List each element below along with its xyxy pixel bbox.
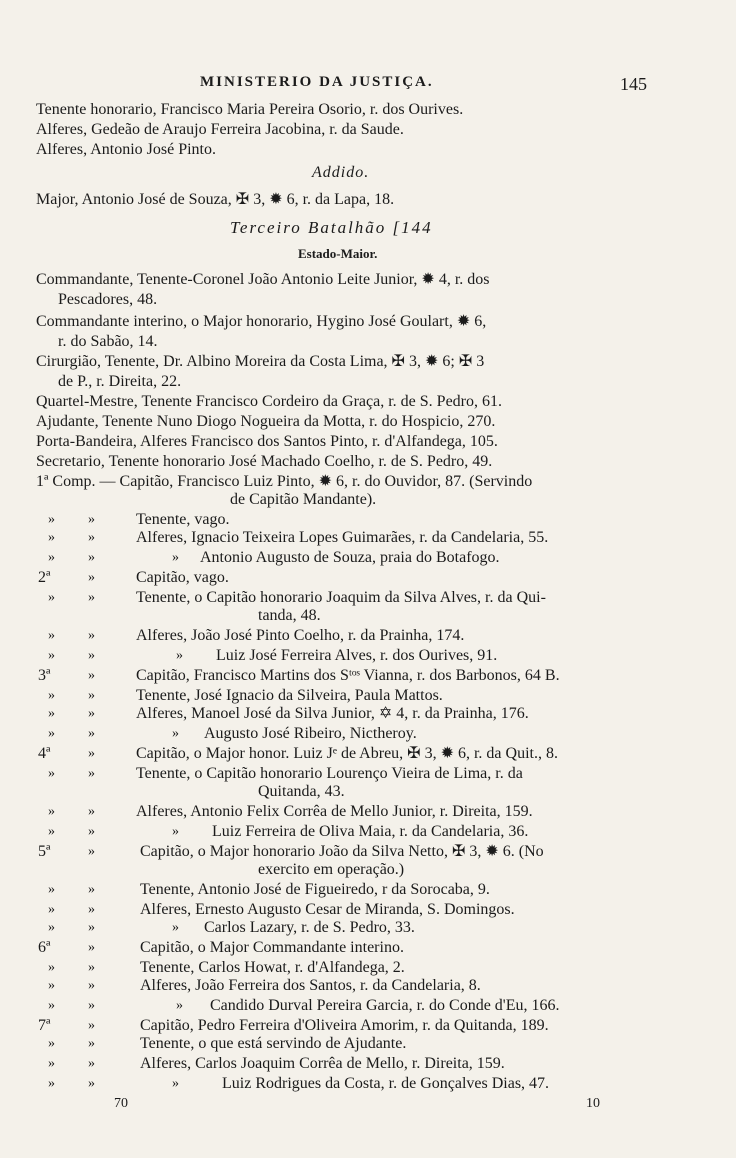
page-number: 145 bbox=[620, 74, 647, 94]
ditto-mark: » bbox=[48, 726, 55, 741]
section-heading-addido: Addido. bbox=[312, 164, 370, 181]
ditto-mark: » bbox=[172, 550, 179, 565]
entry-line: Capitão, o Major honorario João da Silva Netto, ✠ 3, ✹ 6. (No bbox=[140, 843, 544, 860]
entry-line: Capitão, o Major Commandante interino. bbox=[140, 939, 404, 956]
section-heading-battalion: Terceiro Batalhão [144 bbox=[230, 218, 433, 237]
ditto-mark: » bbox=[176, 648, 183, 663]
ditto-mark: » bbox=[88, 570, 95, 585]
entry-line: Tenente, o Capitão honorario Joaquim da Silva Alves, r. da Qui- bbox=[136, 589, 546, 606]
ditto-mark: » bbox=[88, 844, 95, 859]
ditto-mark: » bbox=[48, 804, 55, 819]
entry-line: Tenente, o que está servindo de Ajudante. bbox=[140, 1035, 407, 1052]
ditto-mark: » bbox=[48, 550, 55, 565]
ditto-mark: » bbox=[48, 882, 55, 897]
entry-line: 1ª Comp. — Capitão, Francisco Luiz Pinto, ✹ 6, r. do Ouvidor, 87. (Servindo bbox=[36, 473, 533, 490]
ditto-mark: » bbox=[88, 766, 95, 781]
company-number: 3ª bbox=[38, 667, 51, 684]
entry-line: Capitão, o Major honor. Luiz Jᵉ de Abreu, ✠ 3, ✹ 6, r. da Quit., 8. bbox=[136, 745, 558, 762]
ditto-mark: » bbox=[88, 902, 95, 917]
ditto-mark: » bbox=[88, 590, 95, 605]
footer-signature-right: 10 bbox=[586, 1096, 600, 1111]
ditto-mark: » bbox=[48, 648, 55, 663]
ditto-mark: » bbox=[48, 902, 55, 917]
ditto-mark: » bbox=[172, 920, 179, 935]
ditto-mark: » bbox=[88, 978, 95, 993]
ditto-mark: » bbox=[88, 920, 95, 935]
ditto-mark: » bbox=[172, 1076, 179, 1091]
entry-line: Alferes, Manoel José da Silva Junior, ✡ 4, r. da Prainha, 176. bbox=[136, 705, 529, 722]
entry-line: Major, Antonio José de Souza, ✠ 3, ✹ 6, r. da Lapa, 18. bbox=[36, 191, 395, 208]
entry-line: Tenente, Carlos Howat, r. d'Alfandega, 2. bbox=[140, 959, 405, 976]
entry-line-continuation: de P., r. Direita, 22. bbox=[58, 373, 182, 390]
company-number: 6ª bbox=[38, 939, 51, 956]
entry-line: Commandante interino, o Major honorario, Hygino José Goulart, ✹ 6, bbox=[36, 313, 487, 330]
ditto-mark: » bbox=[172, 824, 179, 839]
ditto-mark: » bbox=[48, 512, 55, 527]
entry-line-continuation: Pescadores, 48. bbox=[58, 291, 158, 308]
entry-line: Candido Durval Pereira Garcia, r. do Conde d'Eu, 166. bbox=[210, 997, 560, 1014]
entry-line-continuation: Quitanda, 43. bbox=[258, 783, 345, 800]
ditto-mark: » bbox=[48, 590, 55, 605]
ditto-mark: » bbox=[88, 628, 95, 643]
company-number: 5ª bbox=[38, 843, 51, 860]
ditto-mark: » bbox=[48, 1036, 55, 1051]
running-title: MINISTERIO DA JUSTIÇA. bbox=[200, 74, 434, 90]
entry-line-continuation: exercito em operação.) bbox=[258, 861, 405, 878]
ditto-mark: » bbox=[88, 824, 95, 839]
entry-line: Alferes, Ignacio Teixeira Lopes Guimarães, r. da Candelaria, 55. bbox=[136, 529, 549, 546]
ditto-mark: » bbox=[176, 998, 183, 1013]
company-number: 7ª bbox=[38, 1017, 51, 1034]
ditto-mark: » bbox=[88, 512, 95, 527]
entry-line: Alferes, João Ferreira dos Santos, r. da Candelaria, 8. bbox=[140, 977, 481, 994]
entry-line: Alferes, Ernesto Augusto Cesar de Miranda, S. Domingos. bbox=[140, 901, 515, 918]
ditto-mark: » bbox=[88, 706, 95, 721]
entry-line: Tenente honorario, Francisco Maria Pereira Osorio, r. dos Ourives. bbox=[36, 101, 464, 118]
company-number: 2ª bbox=[38, 569, 51, 586]
ditto-mark: » bbox=[48, 628, 55, 643]
ditto-mark: » bbox=[172, 726, 179, 741]
ditto-mark: » bbox=[48, 824, 55, 839]
entry-line: Secretario, Tenente honorario José Machado Coelho, r. de S. Pedro, 49. bbox=[36, 453, 493, 470]
ditto-mark: » bbox=[48, 920, 55, 935]
page-header bbox=[0, 74, 736, 96]
entry-line: Capitão, Pedro Ferreira d'Oliveira Amorim, r. da Quitanda, 189. bbox=[140, 1017, 549, 1034]
ditto-mark: » bbox=[48, 960, 55, 975]
entry-line-continuation: tanda, 48. bbox=[258, 607, 321, 624]
ditto-mark: » bbox=[48, 1076, 55, 1091]
entry-line: Tenente, José Ignacio da Silveira, Paula Mattos. bbox=[136, 687, 443, 704]
entry-line: Capitão, vago. bbox=[136, 569, 229, 586]
entry-line: Quartel-Mestre, Tenente Francisco Cordeiro da Graça, r. de S. Pedro, 61. bbox=[36, 393, 502, 410]
entry-line: Alferes, Antonio Felix Corrêa de Mello Junior, r. Direita, 159. bbox=[136, 803, 533, 820]
entry-line: Alferes, Antonio José Pinto. bbox=[36, 141, 216, 158]
entry-line: Ajudante, Tenente Nuno Diogo Nogueira da Motta, r. do Hospicio, 270. bbox=[36, 413, 496, 430]
ditto-mark: » bbox=[88, 882, 95, 897]
ditto-mark: » bbox=[88, 998, 95, 1013]
entry-line: Commandante, Tenente-Coronel João Antonio Leite Junior, ✹ 4, r. dos bbox=[36, 271, 490, 288]
ditto-mark: » bbox=[88, 726, 95, 741]
ditto-mark: » bbox=[88, 804, 95, 819]
entry-line: Augusto José Ribeiro, Nictheroy. bbox=[204, 725, 417, 742]
ditto-mark: » bbox=[88, 530, 95, 545]
ditto-mark: » bbox=[48, 706, 55, 721]
ditto-mark: » bbox=[48, 978, 55, 993]
ditto-mark: » bbox=[88, 746, 95, 761]
section-subheading: Estado-Maior. bbox=[298, 246, 378, 261]
ditto-mark: » bbox=[48, 766, 55, 781]
entry-line: Luiz Rodrigues da Costa, r. de Gonçalves Dias, 47. bbox=[222, 1075, 550, 1092]
ditto-mark: » bbox=[88, 1076, 95, 1091]
ditto-mark: » bbox=[88, 688, 95, 703]
entry-line-continuation: r. do Sabão, 14. bbox=[58, 333, 158, 350]
entry-line-continuation: de Capitão Mandante). bbox=[230, 491, 377, 508]
entry-line: Tenente, vago. bbox=[136, 511, 230, 528]
entry-line: Carlos Lazary, r. de S. Pedro, 33. bbox=[204, 919, 415, 936]
entry-line: Luiz José Ferreira Alves, r. dos Ourives, 91. bbox=[216, 647, 498, 664]
entry-line: Tenente, o Capitão honorario Lourenço Vieira de Lima, r. da bbox=[136, 765, 523, 782]
entry-line: Capitão, Francisco Martins dos Sᵗᵒˢ Vianna, r. dos Barbonos, 64 B. bbox=[136, 667, 560, 684]
ditto-mark: » bbox=[48, 688, 55, 703]
ditto-mark: » bbox=[88, 1036, 95, 1051]
entry-line: Alferes, Gedeão de Araujo Ferreira Jacobina, r. da Saude. bbox=[36, 121, 404, 138]
ditto-mark: » bbox=[88, 648, 95, 663]
ditto-mark: » bbox=[48, 530, 55, 545]
entry-line: Alferes, João José Pinto Coelho, r. da Prainha, 174. bbox=[136, 627, 465, 644]
ditto-mark: » bbox=[48, 998, 55, 1013]
entry-line: Alferes, Carlos Joaquim Corrêa de Mello, r. Direita, 159. bbox=[140, 1055, 505, 1072]
entry-line: Tenente, Antonio José de Figueiredo, r da Sorocaba, 9. bbox=[140, 881, 490, 898]
entry-line: Antonio Augusto de Souza, praia do Botafogo. bbox=[200, 549, 500, 566]
ditto-mark: » bbox=[88, 940, 95, 955]
entry-line: Porta-Bandeira, Alferes Francisco dos Santos Pinto, r. d'Alfandega, 105. bbox=[36, 433, 498, 450]
ditto-mark: » bbox=[88, 550, 95, 565]
ditto-mark: » bbox=[88, 1056, 95, 1071]
ditto-mark: » bbox=[88, 668, 95, 683]
ditto-mark: » bbox=[88, 1018, 95, 1033]
entry-line: Cirurgião, Tenente, Dr. Albino Moreira da Costa Lima, ✠ 3, ✹ 6; ✠ 3 bbox=[36, 353, 485, 370]
company-number: 4ª bbox=[38, 745, 51, 762]
ditto-mark: » bbox=[48, 1056, 55, 1071]
entry-line: Luiz Ferreira de Oliva Maia, r. da Candelaria, 36. bbox=[212, 823, 529, 840]
ditto-mark: » bbox=[88, 960, 95, 975]
footer-signature-left: 70 bbox=[114, 1096, 128, 1111]
